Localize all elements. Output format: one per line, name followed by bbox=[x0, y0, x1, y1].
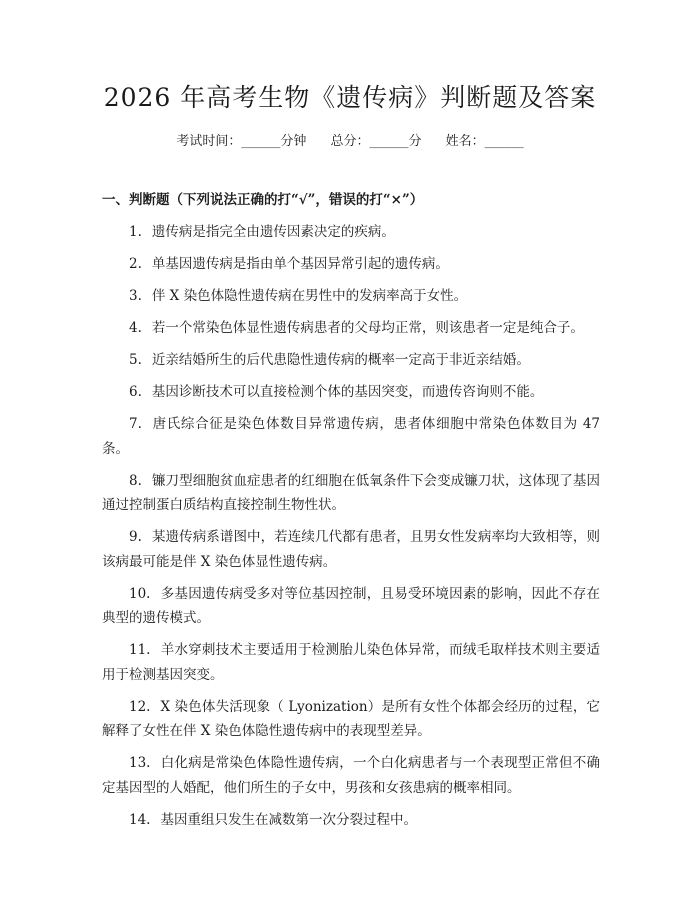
question-number: 1. bbox=[129, 224, 142, 240]
question-text: 唐氏综合征是染色体数目异常遗传病，患者体细胞中常染色体数目为 47 条。 bbox=[102, 416, 600, 457]
exam-name: 姓名：______ bbox=[445, 134, 524, 149]
question-text: X 染色体失活现象（ Lyonization）是所有女性个体都会经历的过程，它解释了女性在伴 X 染色体隐性遗传病中的表现型差异。 bbox=[102, 698, 600, 739]
question-text: 近亲结婚所生的后代患隐性遗传病的概率一定高于非近亲结婚。 bbox=[151, 352, 530, 368]
exam-meta bbox=[0, 132, 700, 152]
question-text: 遗传病是指完全由遗传因素决定的疾病。 bbox=[151, 224, 395, 240]
question-number: 13. bbox=[129, 755, 151, 771]
question-text: 某遗传病系谱图中，若连续几代都有患者，且男女性发病率均大致相等，则该病最可能是伴 X 染色体显性遗传病。 bbox=[102, 529, 600, 570]
question-number: 9. bbox=[129, 529, 142, 545]
question-text: 多基因遗传病受多对等位基因控制，且易受环境因素的影响，因此不存在典型的遗传模式。 bbox=[102, 585, 600, 626]
question-text: 若一个常染色体显性遗传病患者的父母均正常，则该患者一定是纯合子。 bbox=[151, 320, 584, 336]
question-text: 镰刀型细胞贫血症患者的红细胞在低氧条件下会变成镰刀状，这体现了基因通过控制蛋白质结构直接控制生物性状。 bbox=[102, 472, 600, 513]
question-item bbox=[102, 638, 600, 687]
question-text: 羊水穿刺技术主要适用于检测胎儿染色体异常，而绒毛取样技术则主要适用于检测基因突变。 bbox=[102, 642, 600, 683]
question-item bbox=[102, 808, 600, 833]
question-item bbox=[102, 582, 600, 631]
question-number: 6. bbox=[129, 384, 142, 400]
exam-score: 总分：______分 bbox=[330, 134, 422, 149]
question-number: 11. bbox=[129, 642, 151, 658]
question-number: 10. bbox=[129, 585, 151, 602]
question-item bbox=[102, 252, 600, 277]
section-heading: 一、判断题（下列说法正确的打“√”，错误的打“×”） bbox=[102, 192, 424, 208]
question-text: 单基因遗传病是指由单个基因异常引起的遗传病。 bbox=[151, 256, 449, 272]
question-item bbox=[102, 695, 600, 744]
question-item bbox=[102, 380, 600, 405]
question-number: 14. bbox=[129, 811, 151, 828]
question-item bbox=[102, 316, 600, 341]
question-number: 12. bbox=[129, 698, 151, 715]
question-item bbox=[102, 751, 600, 800]
question-list bbox=[102, 220, 600, 840]
question-item bbox=[102, 412, 600, 461]
question-item bbox=[102, 525, 600, 574]
page-title: 2026 年高考生物《遗传病》判断题及答案 bbox=[103, 83, 597, 112]
question-number: 4. bbox=[129, 320, 142, 336]
question-item bbox=[102, 348, 600, 373]
question-text: 基因诊断技术可以直接检测个体的基因突变，而遗传咨询则不能。 bbox=[151, 384, 544, 400]
question-item bbox=[102, 284, 600, 309]
question-number: 2. bbox=[129, 256, 142, 272]
question-item bbox=[102, 469, 600, 518]
question-number: 8. bbox=[129, 472, 142, 489]
question-number: 5. bbox=[129, 352, 142, 368]
question-text: 伴 X 染色体隐性遗传病在男性中的发病率高于女性。 bbox=[151, 288, 468, 304]
exam-time: 考试时间：______分钟 bbox=[176, 134, 307, 149]
question-number: 3. bbox=[129, 288, 142, 304]
question-item bbox=[102, 220, 600, 245]
question-number: 7. bbox=[129, 416, 142, 432]
question-text: 白化病是常染色体隐性遗传病，一个白化病患者与一个表现型正常但不确定基因型的人婚配，他们所生的子女中，男孩和女孩患病的概率相同。 bbox=[102, 755, 600, 796]
question-text: 基因重组只发生在减数第一次分裂过程中。 bbox=[160, 811, 417, 828]
